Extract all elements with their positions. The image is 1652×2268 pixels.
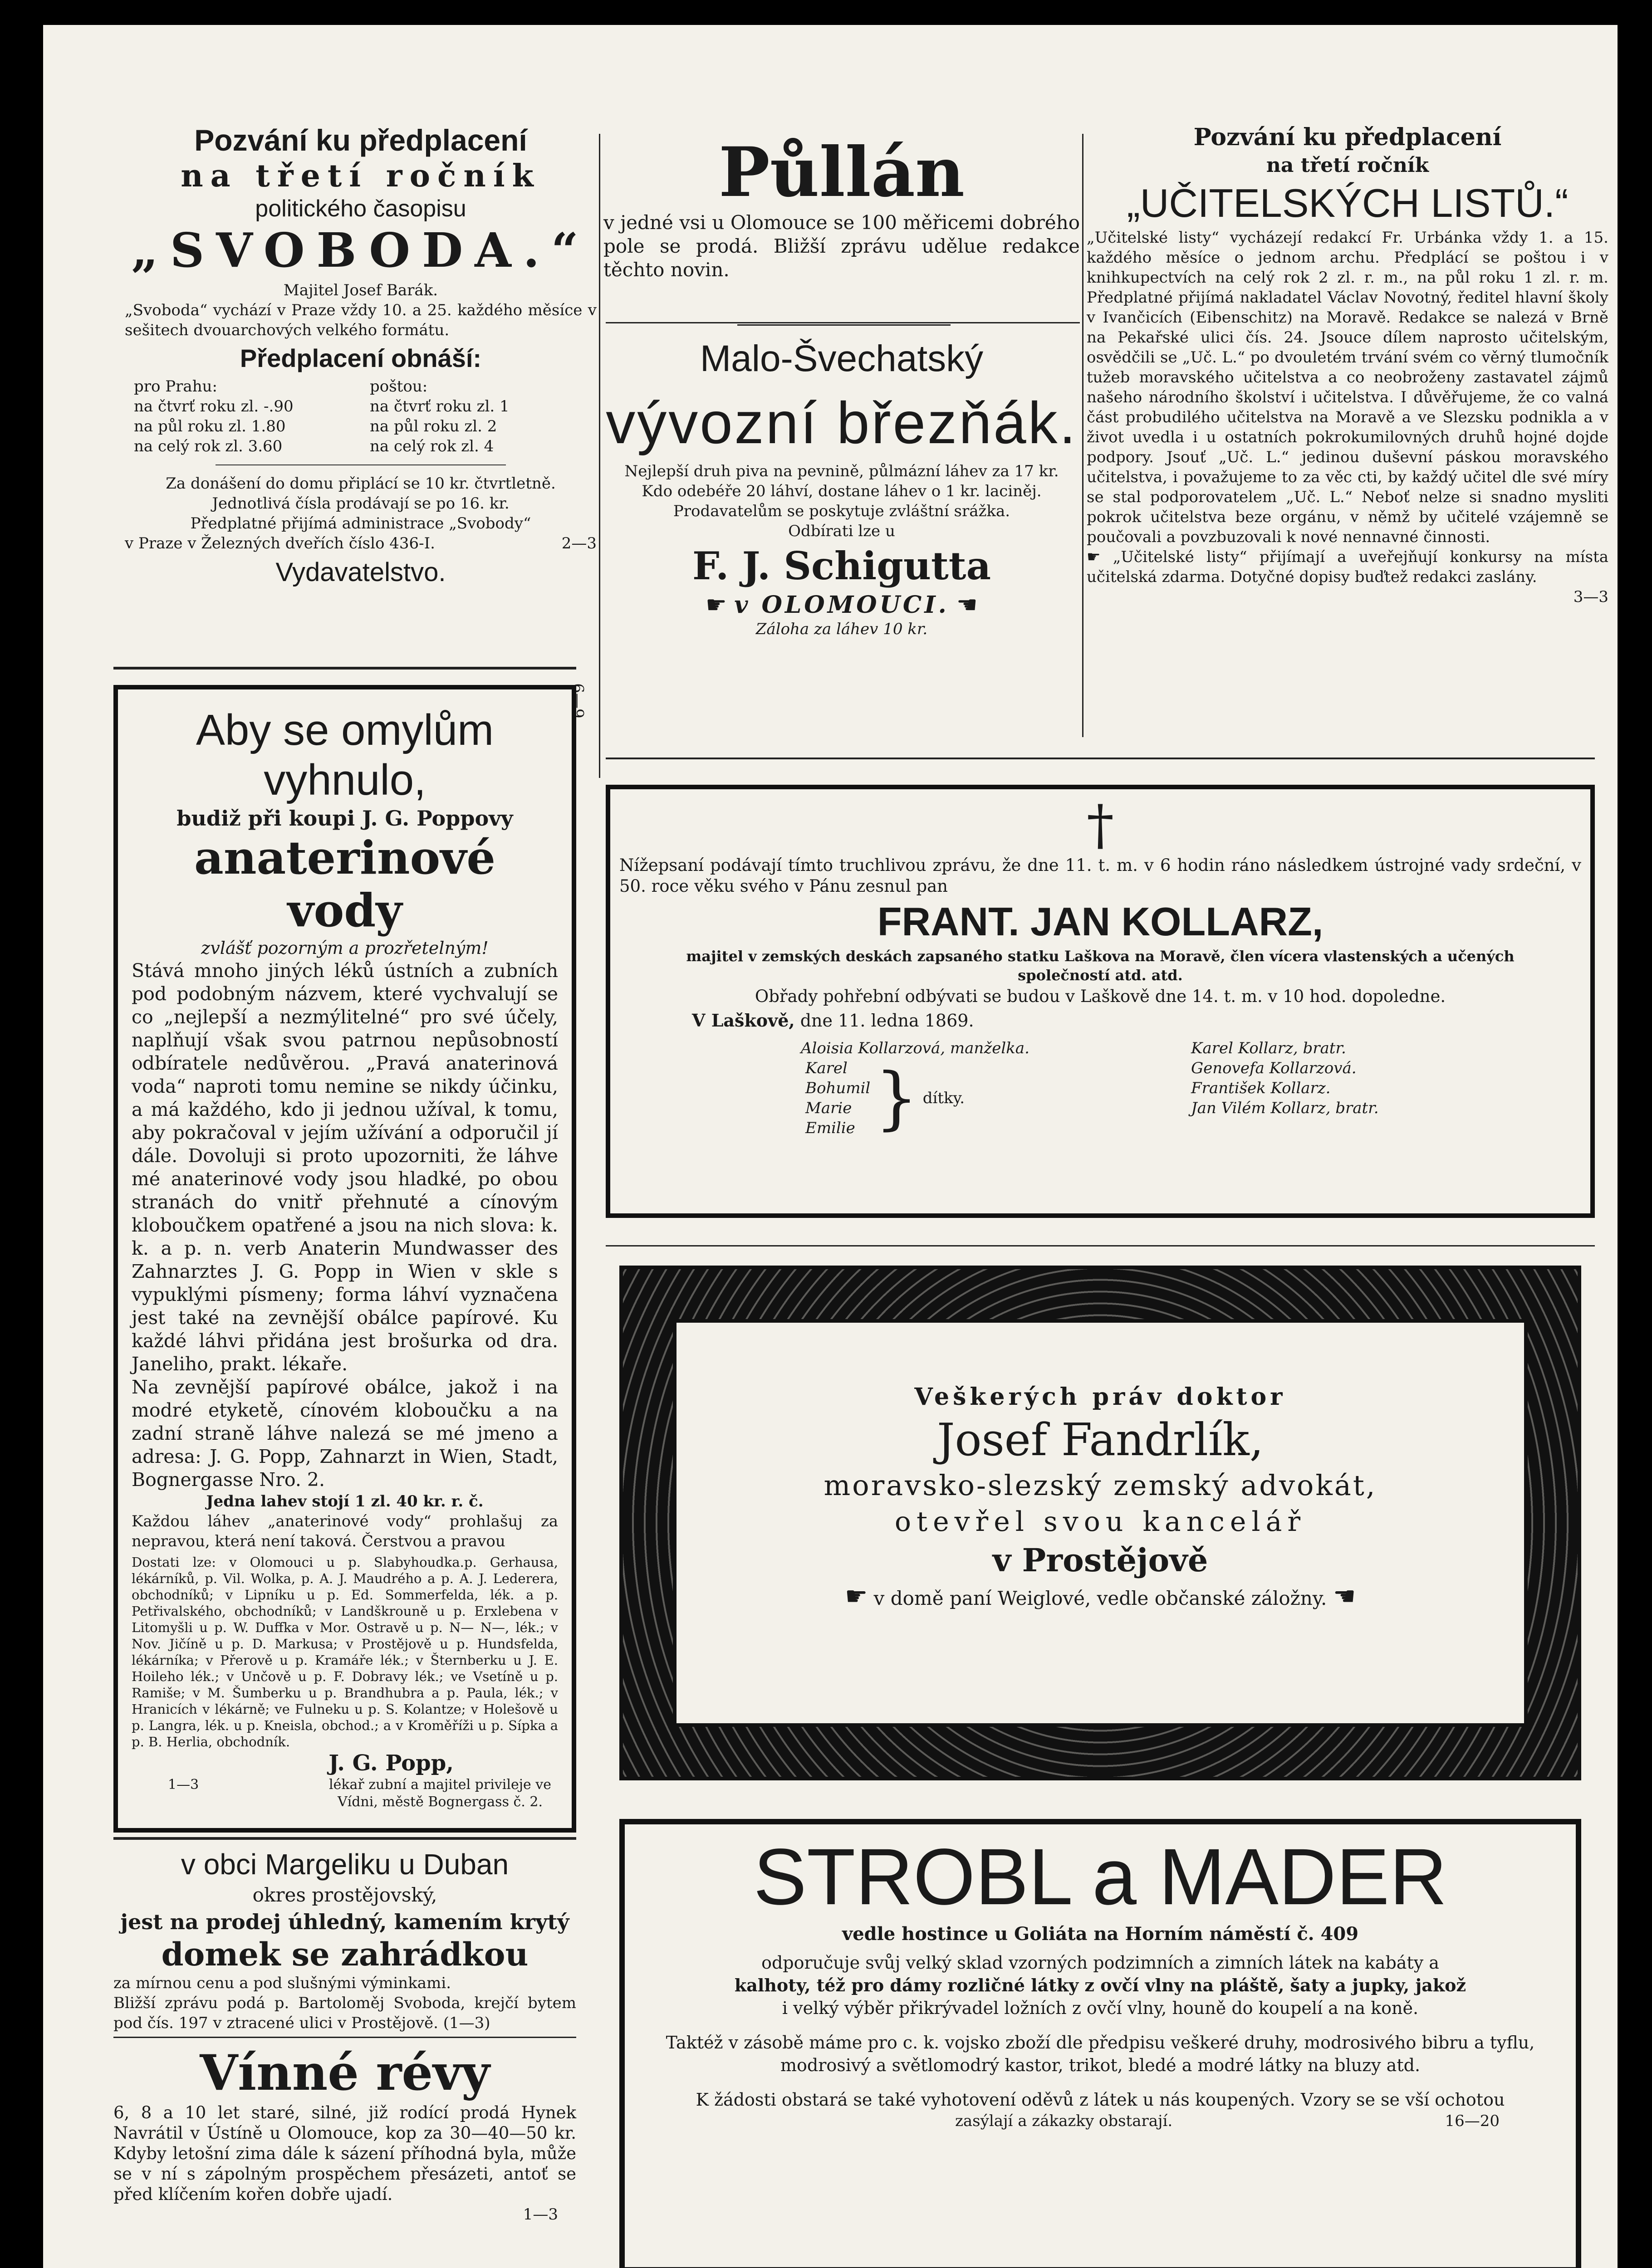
mourners-right: Karel Kollarz, bratr. Genovefa Kollarzová. František Kollarz. Jan Vilém Kollarz, bratr. (1191, 1039, 1379, 1117)
domek-title: domek se zahrádkou (161, 1936, 529, 1973)
listy-end-row (1087, 587, 1608, 607)
listy-text2: ☛ „Učitelské listy“ přijímají a uveřejňují konkursy na místa učitelská zdarma. Dotyčné dopisy buďtež redakci zaslány. (1087, 548, 1608, 586)
cross-icon: † (1087, 794, 1114, 857)
pullan-title: Půllán (718, 132, 965, 212)
anaterin-price: Jedna lahev stojí 1 zl. 40 kr. r. č. (206, 1492, 484, 1510)
pointing-hand-icon: ☛ (845, 1582, 868, 1611)
beer-line3: Prodavatelům se poskytuje zvláštní srážka. (673, 502, 1010, 520)
strobl-offer2: kalhoty, též pro dámy rozličné látky z ovčí vlny na pláště, šaty a jupky, jakož (734, 1975, 1466, 1995)
strobl-custom: K žádosti obstará se také vyhotovení oděvů z látek u nás koupených. Vzory se se vší ochotou (696, 2090, 1505, 2110)
beer-merchant: F. J. Schigutta (692, 543, 991, 588)
price-row: na půl roku zl. 1.80 na půl roku zl. 2 (134, 417, 497, 435)
ad-ucitelske-listy (1087, 122, 1608, 607)
strobl-offer1: odporučuje svůj velký sklad vzorných podzimních a zimních látek na kabáty a (761, 1953, 1439, 1973)
beer-line4: Odbírati lze u (788, 522, 895, 540)
anaterin-dealers: Dostati lze: v Olomouci u p. Slabyhoudka.p. Gerhausa, lékárníků, p. Vil. Wolka, p. A. J. Maudrého a p. A. J. Lederera, obchodníků; v Lipníku u p. Ed. Sommerfelda, lék. a p. Petřivalského, obchodníků; v Landškrouně u p. Erxlebena v Litomyšli u p. W. Duffka v Mor. Ostravě u p. N— N—, lék.; v Nov. Jičíně u p. D. Markusa; v Prostějově u p. Hundsfelda, lékárníka; v Přerově u p. Kramáře lék.; v Šternberku u J. E. Hoileho lék.; v Unčově u p. F. Dobravy lék.; ve Vsetíně u p. Ramiše; v M. Šumberku u p. Brandhubra a p. Paula, lék.; v Hranicích v lékárně; ve Fulneku u p. S. Kolantze; v Holešově u p. Langra, lék. u p. Kneisla, obchod.; a v Kroměříži u p. Sípka a p. B. Herlia, obchodník. (132, 1554, 558, 1750)
svoboda-admin: Předplatné přijímá administrace „Svobody“ (190, 514, 531, 533)
ad-vinne-revy (113, 2043, 576, 2224)
anaterin-product: anaterinové vody (194, 831, 495, 937)
fandrlik-opened: otevřel svou kancelář (894, 1506, 1306, 1538)
ad-domek (113, 1846, 576, 2033)
listy-title: „UČITELSKÝCH LISTŮ.“ (1127, 181, 1569, 225)
ad-pullan (603, 134, 1080, 282)
fandrlik-city: v Prostějově (992, 1541, 1208, 1579)
beer-name: vývozní březňák. (606, 390, 1078, 456)
svoboda-price-headers (125, 376, 597, 396)
domek-district: okres prostějovský, (252, 1884, 437, 1906)
anaterin-sub: budiž při koupi J. G. Poppovy (176, 806, 513, 831)
obituary-title: majitel v zemských deskách zapsaného statku Laškova na Moravě, člen vícera vlastenských a učených společností atd. atd. (686, 948, 1515, 984)
domek-line1: za mírnou cenu a pod slušnými výminkami. (113, 1974, 451, 1992)
beer-city-row (603, 591, 1080, 619)
svoboda-ref: 2—3 (561, 534, 597, 552)
svoboda-address: v Praze v Železných dveřích číslo 436-I. (125, 534, 435, 552)
domek-sale: jest na prodej úhledný, kamením krytý (120, 1910, 569, 1934)
fandrlik-title: Veškerých práv doktor (914, 1383, 1286, 1411)
beer-city: v OLOMOUCI. (734, 591, 949, 619)
revy-title: Vínné révy (200, 2044, 490, 2102)
svoboda-address-row (125, 533, 597, 553)
ad-anaterin (132, 705, 558, 1811)
svoboda-subheading: na třetí ročník (181, 158, 541, 194)
strobl-title: STROBL a MADER (753, 1833, 1447, 1921)
section-rule (113, 1837, 576, 1840)
domek-heading: v obci Margeliku u Duban (181, 1848, 509, 1881)
anaterin-signature: J. G. Popp, (328, 1750, 454, 1776)
strobl-military: Taktéž v zásobě máme pro c. k. vojsko zboží dle předpisu veškeré druhy, modrosivého bibru a tyflu, modrosivý a světlomodrý kastor, trikot, bledé a modré látky na bluzy atd. (666, 2033, 1535, 2075)
ad-strobl-mader (637, 1833, 1563, 2131)
listy-subheading: na třetí ročník (1266, 154, 1429, 177)
section-rule (606, 322, 1080, 323)
section-rule (113, 2037, 576, 2038)
fandrlik-address-row: ☛ v domě paní Weiglové, vedle občanské záložny. ☛ (678, 1581, 1522, 1614)
listy-heading: Pozvání ku předplacení (1193, 123, 1502, 151)
svoboda-single: Jednotlivá čísla prodávají se po 16. kr. (212, 494, 510, 513)
svoboda-heading: Pozvání ku předplacení (194, 123, 527, 157)
anaterin-text2: Na zevnější papírové obálce, jakož i na modré etyketě, cínovém kloboučku a na zadní straně láhve nalezá se mé jmeno a adresa: J. G. Popp, Zahnarzt in Wien, Stadt, Bognergasse Nro. 2. (132, 1376, 558, 1491)
brace-icon: } (875, 1059, 918, 1138)
anaterin-address: lékař zubní a majitel privileje ve Vídni, městě Bognergass č. 2. (329, 1777, 551, 1810)
pullan-text: v jedné vsi u Olomouce se 100 měřicemi dobrého pole se prodá. Bližší zprávu udělue redakce těchto novin. (603, 211, 1080, 281)
svoboda-price-table (125, 396, 597, 456)
svoboda-price-heading: Předplacení obnáší: (240, 344, 482, 372)
divider (216, 464, 506, 465)
svoboda-line3: politického časopisu (255, 196, 466, 222)
svoboda-desc: „Svoboda“ vychází v Praze vždy 10. a 25. každého měsíce v sešitech dvouarchových velkého formátu. (125, 301, 597, 339)
anaterin-warning: Každou láhev „anaterinové vody“ prohlašuj za nepravou, která není taková. Čerstvou a pravou (132, 1512, 558, 1550)
beer-line2: Kdo odebéře 20 láhví, dostane láhev o 1 kr. laciněj. (642, 482, 1042, 500)
obituary-mourners (619, 1038, 1581, 1138)
column-rule (1082, 134, 1083, 737)
pointing-hand-icon: ☛ (1333, 1582, 1356, 1611)
price-row: na čtvrť roku zl. -.90 na čtvrť roku zl. 1 (134, 397, 510, 415)
anaterin-ref: 1—3 (168, 1777, 199, 1793)
pointing-hand-icon: ☛ (956, 591, 978, 619)
anaterin-heading: Aby se omylům vyhnulo, (196, 706, 494, 804)
section-rule (606, 1245, 1595, 1246)
section-rule (606, 758, 1595, 759)
section-rule (737, 324, 951, 326)
obituary (619, 796, 1581, 1138)
pointing-hand-icon: ☛ (1087, 548, 1101, 566)
svoboda-title: „SVOBODA.“ (131, 222, 590, 278)
obituary-intro: Nížepsaní podávají tímto truchlivou zprávu, že dne 11. t. m. v 6 hodin ráno následkem ústrojné vady srdeční, v 50. roce věku svého v Pánu zesnul pan (619, 855, 1581, 896)
pointing-hand-icon: ☛ (706, 591, 727, 619)
revy-text: 6, 8 a 10 let staré, silné, již rodící prodá Hynek Navrátil v Ústíně u Olomouce, kop za 30—40—50 kr. Kdyby letošní zima dále k sázení příhodná byla, může se v ní s zápolným prospěchem přesázeti, antoť se před klíčením kořen dobře ujadí. (113, 2103, 576, 2204)
revy-ref: 1—3 (523, 2205, 558, 2224)
strobl-location: vedle hostince u Goliáta na Horním náměstí č. 409 (842, 1923, 1359, 1945)
fandrlik-profession: moravsko-slezský zemský advokát, (824, 1469, 1377, 1502)
strobl-orders: zasýlají a zákazky obstarají. (955, 2112, 1173, 2130)
price-col-prague: pro Prahu: (134, 377, 217, 396)
column-rule (599, 134, 600, 778)
svoboda-owner: Majitel Josef Barák. (283, 281, 438, 299)
margin-code: 6—9 (569, 683, 587, 719)
beer-line1: Nejlepší druh piva na pevnině, půlmázní láhev za 17 kr. (624, 462, 1059, 480)
anaterin-footer (132, 1776, 558, 1811)
obituary-funeral: Obřady pohřební odbývati se budou v Laškově dne 14. t. m. v 10 hod. dopoledne. (755, 987, 1446, 1006)
mourners-left: Aloisia Kollarzová, manželka. Karel Bohumil Marie Emilie } dítky. (801, 1039, 1029, 1138)
beer-brewery: Malo-Švechatský (700, 338, 984, 379)
obituary-name: FRANT. JAN KOLLARZ, (877, 899, 1324, 944)
section-rule (113, 667, 576, 670)
price-row: na celý rok zl. 3.60 na celý rok zl. 4 (134, 437, 494, 455)
svoboda-delivery: Za donášení do domu připlácí se 10 kr. čtvrtletně. (166, 474, 556, 493)
price-col-post: poštou: (370, 377, 428, 396)
domek-line2: Bližší zprávu podá p. Bartoloměj Svoboda, krejčí bytem pod čís. 197 v ztracené ulici v Prostějově. (1—3) (113, 1994, 576, 2032)
fandrlik-name: Josef Fandrlík, (937, 1414, 1264, 1466)
ad-beer (603, 333, 1080, 639)
anaterin-note: zvlášť pozorným a prozřetelným! (201, 938, 489, 958)
strobl-offer3: i velký výběr přikrývadel ložních z ovčí vlny, houně do koupelí a na koně. (782, 1998, 1419, 2018)
strobl-ref: 16—20 (1445, 2112, 1500, 2130)
obituary-place-date: V Laškově, dne 11. ledna 1869. (692, 1010, 974, 1031)
strobl-footer (637, 2111, 1563, 2131)
listy-ref: 3—3 (1573, 588, 1608, 606)
svoboda-publisher: Vydavatelstvo. (275, 557, 446, 587)
beer-deposit: Záloha za láhev 10 kr. (755, 620, 928, 638)
newspaper-page (43, 25, 1618, 2268)
listy-text: „Učitelské listy“ vycházejí redakcí Fr. Urbánka vždy 1. a 15. každého měsíce o jednom archu. Předplácí se poštou i v knihkupectvích na celý rok 2 zl. r. m., na půl roku 1 zl. r. m. Předplatné přijímá nakladatel Václav Novotný, ředitel hlavní školy v Ivančicích (Eibenschitz) na Moravě. Redakce se nalezá v Brně na Pekařské ulici čís. 24. Jsouce dílem naprosto učitelským, osvědčili se „Uč. L.“ po dvouletém trvání svém co věrný tlumočník tužeb moravského učitelstva a co neobroženy zastavatel zájmů našeho národního školství i učitelstva. I důvěřujeme, že co valná část probudilého učitelstva na Moravě a ve Slezsku podnikla a v život uvedla i u ostatních pokrokumilovných druhů hojné dojde podpory. Jsouť „Uč. L.“ jedinou duševní páskou moravského učitelstva, i považujeme to za věc cti, by každý učitel dle své míry se stal podporovatelem „Uč. L.“ Neboť nelze si snadno mysliti pokrok učitelstva beze orgánu, v němž by učitelé vzájemně se poučovali a povzbuzovali k nové nennavné činnosti. (1087, 229, 1608, 546)
ad-fandrlik (678, 1381, 1522, 1614)
anaterin-text1: Stává mnoho jiných léků ústních a zubních pod podobným názvem, které vychvalují se co „nejlepší a nezmýlitelné“ pro své účely, naplňují však svou patrnou nepůsobností odbíratele nedůvěrou. „Pravá anaterinová voda“ naproti tomu nemine se nikdy účinku, a má každého, kdo ji jednou užíval, k tomu, aby pokračoval v jejím užívání a odporučil jí dále. Dovoluji si proto upozorniti, že láhve mé anaterinové vody jsou hladké, po obou stranách do vnitř přehnuté a cínovým kloboučkem opatřené a jsou na nich slova: k. k. a p. n. verb Anaterin Mundwasser des Zahnarztes J. G. Popp in Wien v skle s vypuklými písmeny; forma láhví vyznačena jest také na zevnější obálce papírové. Ku každé láhvi přidána jest brošurka od dra. Janeliho, prakt. lékaře. (132, 960, 558, 1375)
ad-svoboda (125, 122, 597, 591)
